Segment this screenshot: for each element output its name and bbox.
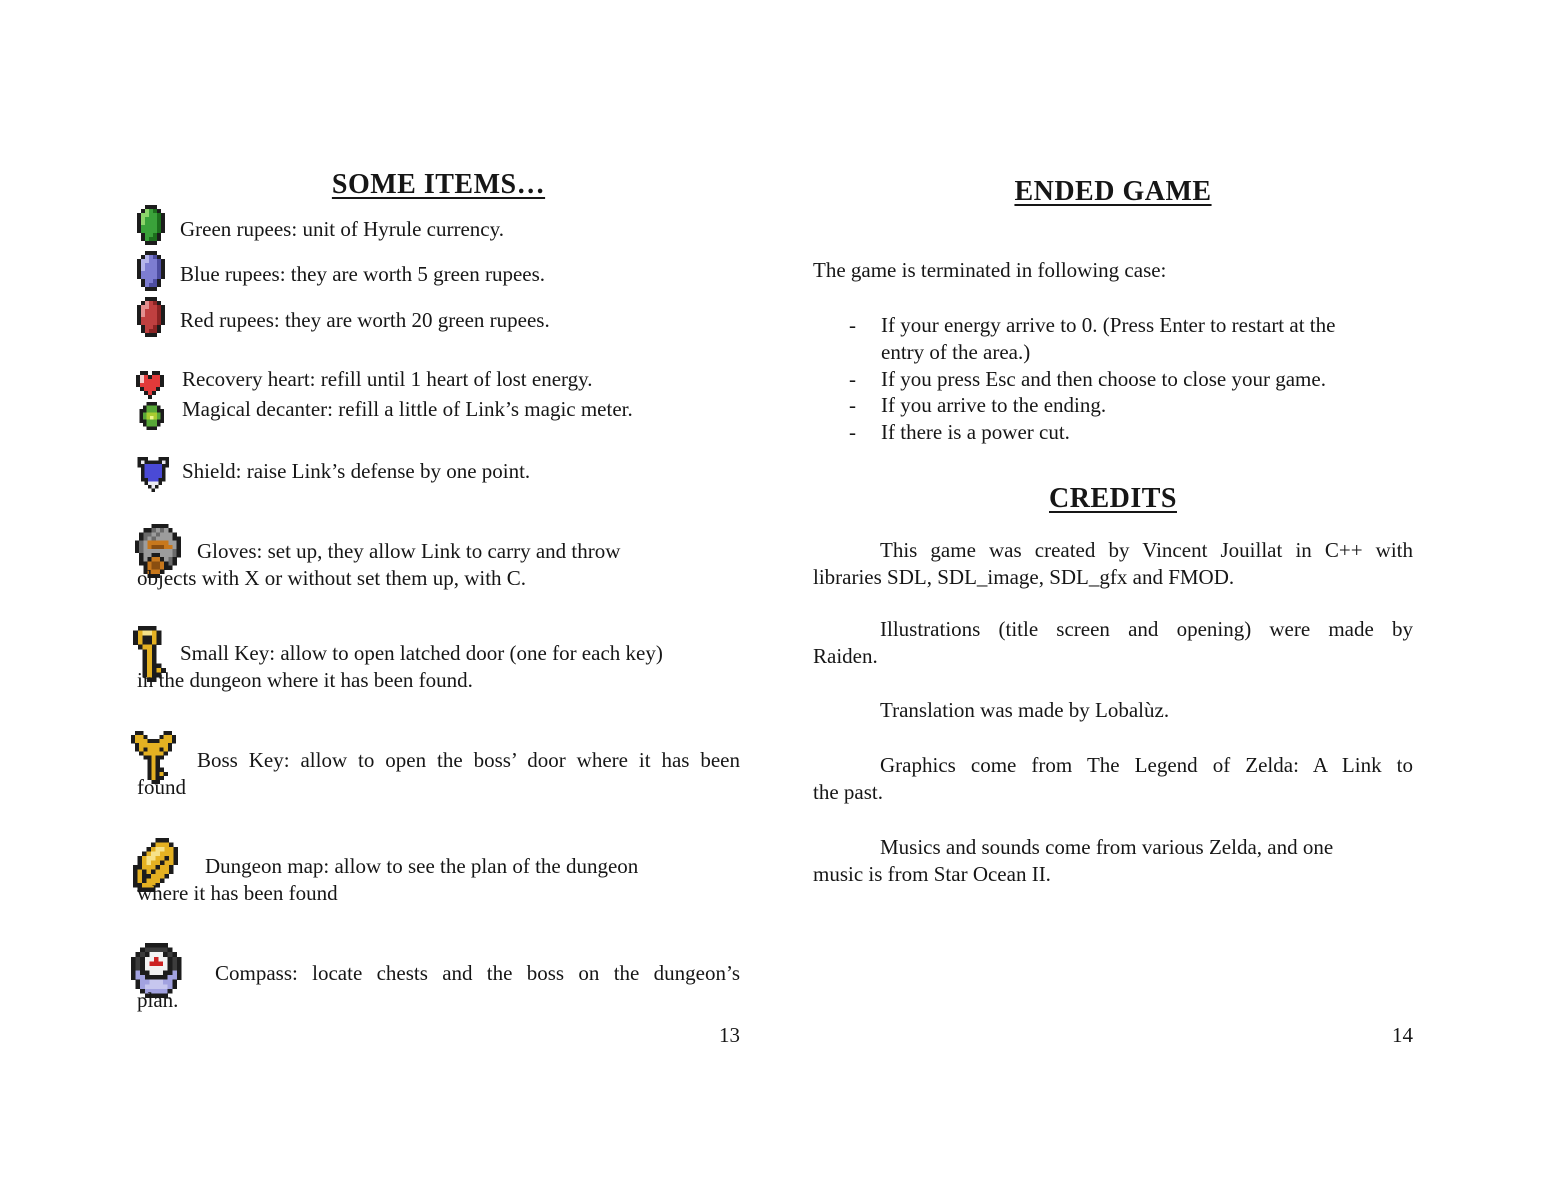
item-text	[137, 307, 740, 334]
text-line: If you press Esc and then choose to close your game.	[881, 367, 1326, 391]
text-line: Illustrations (title screen and opening) were made by	[880, 617, 1413, 641]
bullet-power-cut	[849, 419, 1421, 446]
text-line: Raiden.	[813, 644, 878, 668]
text-line: This game was created by Vincent Jouillat in C++ with	[880, 538, 1413, 562]
text-line: Compass: locate chests and the boss on the dungeon’s	[215, 961, 740, 985]
bullet-dash: -	[849, 367, 856, 391]
text-line: Red rupees: they are worth 20 green rupees.	[180, 308, 550, 332]
text-line: Shield: raise Link’s defense by one point.	[182, 459, 531, 483]
text-line: where it has been found	[137, 881, 338, 905]
text-line: music is from Star Ocean II.	[813, 862, 1051, 886]
item-text	[137, 853, 740, 907]
item-text	[137, 396, 740, 423]
text-line: Gloves: set up, they allow Link to carry and throw	[197, 539, 621, 563]
item-text	[137, 640, 740, 694]
text-line: the past.	[813, 780, 883, 804]
bullet-ending	[849, 392, 1421, 419]
credits-paragraph	[813, 537, 1413, 591]
bullet-text	[881, 419, 1421, 446]
credits-paragraph	[813, 834, 1413, 888]
text-line: If there is a power cut.	[881, 420, 1070, 444]
text-line: Blue rupees: they are worth 5 green rupees.	[180, 262, 546, 286]
text-line: Small Key: allow to open latched door (one for each key)	[180, 641, 663, 665]
item-text	[137, 747, 740, 801]
item-text	[137, 960, 740, 1014]
text-line: Boss Key: allow to open the boss’ door where it has been	[197, 748, 740, 772]
ended-game-intro: The game is terminated in following case:	[813, 258, 1167, 282]
credits-paragraph	[813, 697, 1413, 724]
bullet-dash: -	[849, 393, 856, 417]
item-text	[137, 458, 740, 485]
bullet-press-esc	[849, 366, 1421, 393]
text-line: libraries SDL, SDL_image, SDL_gfx and FMOD.	[813, 565, 1235, 589]
bullet-energy-zero	[849, 312, 1421, 366]
text-line: found	[137, 775, 186, 799]
text-line: If your energy arrive to 0. (Press Enter to restart at the	[881, 313, 1336, 337]
bullet-dash: -	[849, 313, 856, 337]
left-page-title: SOME ITEMS…	[331, 169, 546, 200]
text-line: If you arrive to the ending.	[881, 393, 1107, 417]
item-text	[137, 216, 740, 243]
text-line: Recovery heart: refill until 1 heart of lost energy.	[182, 367, 593, 391]
text-line: Dungeon map: allow to see the plan of the dungeon	[205, 854, 639, 878]
text-line: Translation was made by Lobalùz.	[880, 698, 1170, 722]
credits-paragraph	[813, 616, 1413, 670]
item-text	[137, 538, 740, 592]
text-line: entry of the area.)	[881, 340, 1031, 364]
bullet-dash: -	[849, 420, 856, 444]
bullet-text	[881, 312, 1421, 366]
page-number-13: 13	[719, 1023, 740, 1047]
text-line: Graphics come from The Legend of Zelda: A Link to	[880, 753, 1413, 777]
bullet-text	[881, 366, 1421, 393]
page-number-14: 14	[1392, 1023, 1413, 1047]
ended-game-title: ENDED GAME	[1014, 176, 1212, 207]
text-line: Magical decanter: refill a little of Link’s magic meter.	[182, 397, 633, 421]
item-text	[137, 261, 740, 288]
bullet-text	[881, 392, 1421, 419]
credits-paragraph	[813, 752, 1413, 806]
text-line: in the dungeon where it has been found.	[137, 668, 473, 692]
text-line: Musics and sounds come from various Zelda, and one	[880, 835, 1334, 859]
credits-title: CREDITS	[1049, 483, 1177, 514]
item-text	[137, 366, 740, 393]
text-line: objects with X or without set them up, with C.	[137, 566, 527, 590]
text-line: Green rupees: unit of Hyrule currency.	[180, 217, 505, 241]
text-line: plan.	[137, 988, 179, 1012]
